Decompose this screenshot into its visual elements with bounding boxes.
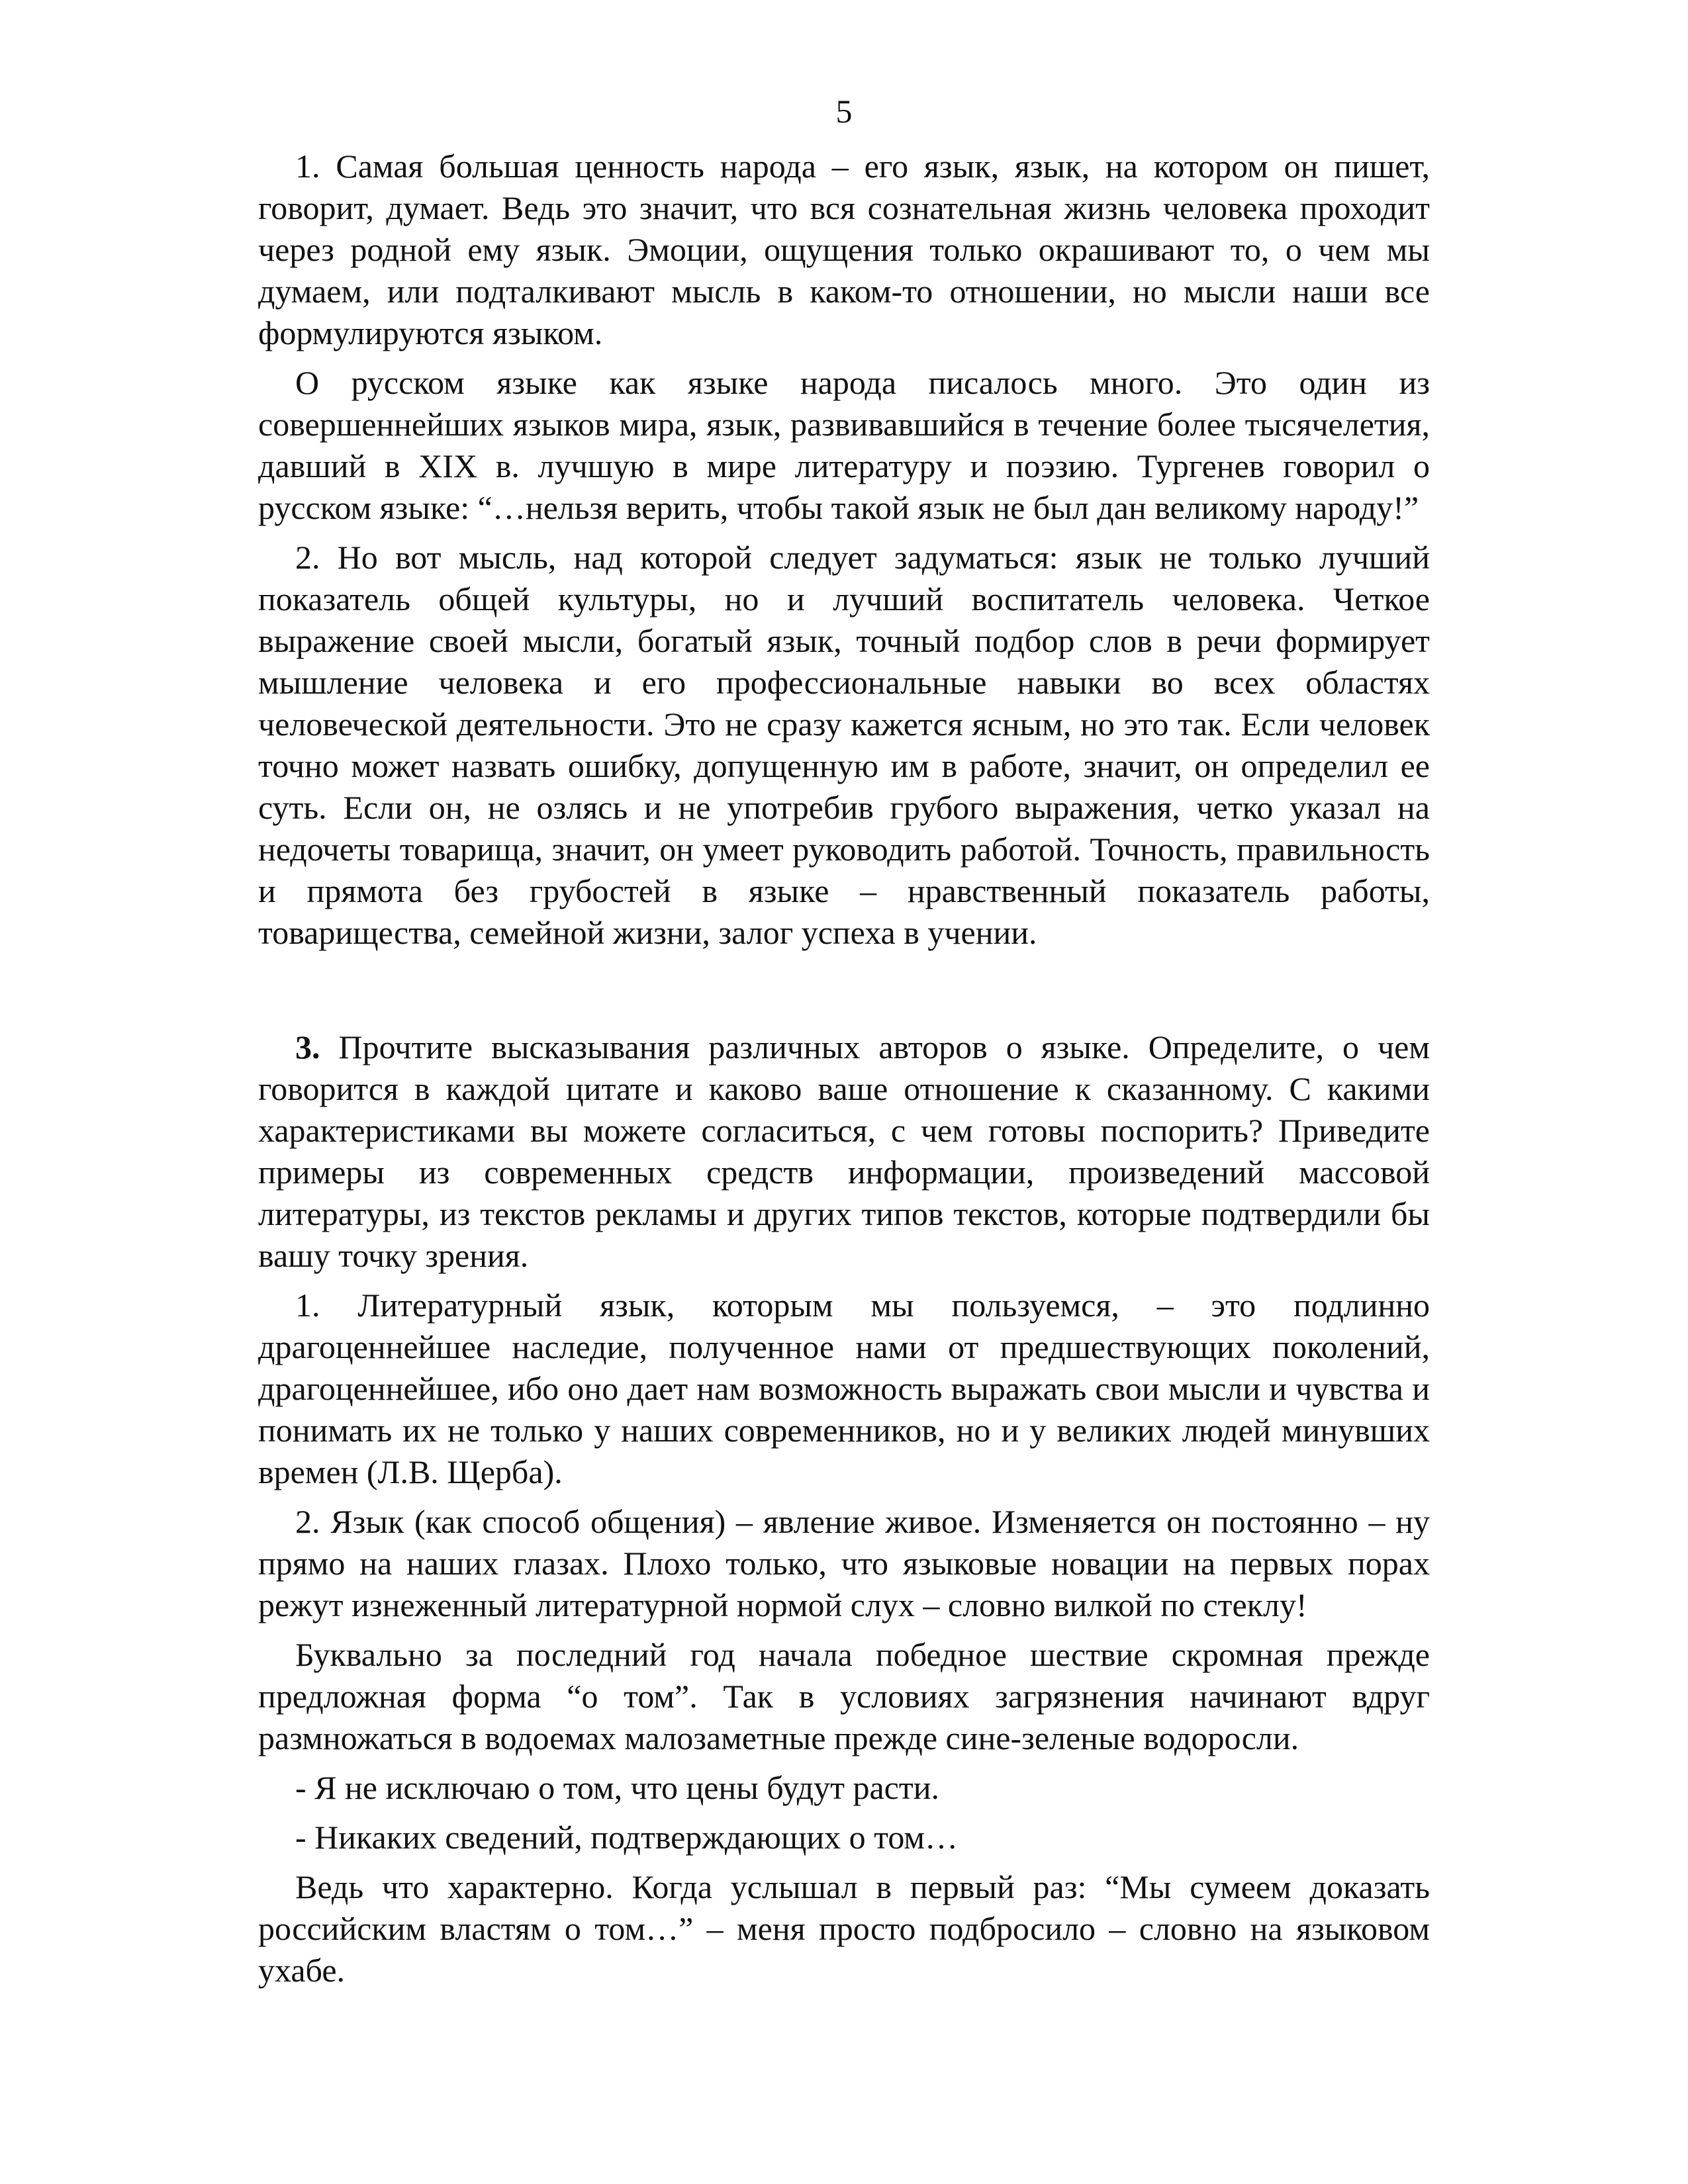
quote-2-continuation: Буквально за последний год начала победное шествие скромная прежде предложная форма “о том”. Так в условиях загрязнения начинают вдруг размножаться в водоемах малозаметные прежде сине-зеленые водоросли. bbox=[258, 1636, 1430, 1756]
paragraph-1: 1. Самая большая ценность народа – его язык, язык, на котором он пишет, говорит, думает. Ведь это значит, что вся сознательная жизнь человека проходит через родной ему язык. Эмоции, ощущения только окрашивают то, о чем мы думаем, или подталкивают мысль в каком-то отношении, но мысли наши все формулируются языком. bbox=[258, 148, 1430, 351]
example-line-2: - Никаких сведений, подтверждающих о том… bbox=[295, 1819, 959, 1856]
quote-2-ending: Ведь что характерно. Когда услышал в первый раз: “Мы сумеем доказать российским властям о том…” – меня просто подбросило – словно на языковом ухабе. bbox=[258, 1868, 1430, 1989]
page-number: 5 bbox=[835, 93, 853, 130]
task-3-intro bbox=[258, 1026, 1430, 1277]
example-line-1: - Я не исключаю о том, что цены будут расти. bbox=[295, 1769, 939, 1806]
page-body bbox=[258, 146, 1430, 1991]
quote-1: 1. Литературный язык, которым мы пользуемся, – это подлинно драгоценнейшее наследие, полученное нами от предшествующих поколений, драгоценнейшее, ибо оно дает нам возможность выражать свои мысли и чувства и понимать их не только у наших современников, но и у великих людей минувших времен (Л.В. Щерба). bbox=[258, 1287, 1430, 1490]
quote-2: 2. Язык (как способ общения) – явление живое. Изменяется он постоянно – ну прямо на наших глазах. Плохо только, что языковые новации на первых порах режут изнеженный литературной нормой слух – словно вилкой по стеклу! bbox=[258, 1503, 1430, 1623]
paragraph-3: 2. Но вот мысль, над которой следует задуматься: язык не только лучший показатель общей культуры, но и лучший воспитатель человека. Четкое выражение своей мысли, богатый язык, точный подбор слов в речи формирует мышление человека и его профессиональные навыки во всех областях человеческой деятельности. Это не сразу кажется ясным, но это так. Если человек точно может назвать ошибку, допущенную им в работе, значит, он определил ее суть. Если он, не озлясь и не употребив грубого выражения, четко указал на недочеты товарища, значит, он умеет руководить работой. Точность, правильность и прямота без грубостей в языке – нравственный показатель работы, товарищества, семейной жизни, залог успеха в учении. bbox=[258, 539, 1430, 951]
task-3-text: Прочтите высказывания различных авторов о языке. Определите, о чем говорится в каждой цитате и каково ваше отношение к сказанному. С какими характеристиками вы можете согласиться, с чем готовы поспорить? Приведите примеры из современных средств информации, произведений массовой литературы, из текстов рекламы и других типов текстов, которые подтвердили бы вашу точку зрения. bbox=[258, 1028, 1430, 1274]
task-number: 3. bbox=[295, 1028, 320, 1066]
paragraph-2: О русском языке как языке народа писалось много. Это один из совершеннейших языков мира, язык, развивавшийся в течение более тысячелетия, давший в XIX в. лучшую в мире литературу и поэзию. Тургенев говорил о русском языке: “…нельзя верить, чтобы такой язык не был дан великому народу!” bbox=[258, 364, 1430, 526]
